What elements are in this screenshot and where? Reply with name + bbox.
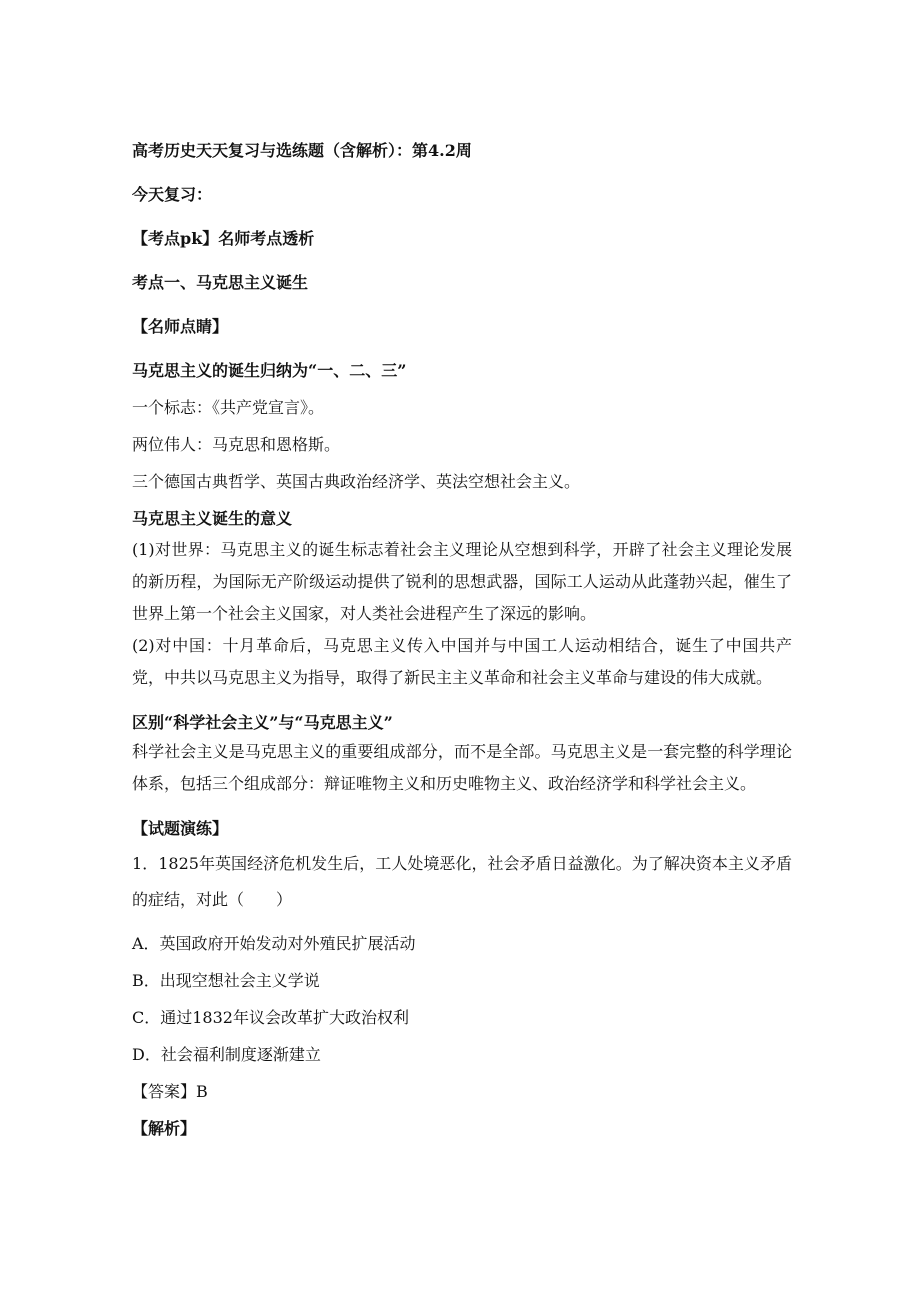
significance-heading: 马克思主义诞生的意义 [132, 509, 293, 528]
distinguish-heading: 区别“科学社会主义”与“马克思主义” [132, 713, 393, 732]
mingshi-dianjing-label: 【名师点睛】 [132, 317, 229, 336]
document-page [132, 140, 792, 1140]
kaodian-pk-header: 【考点pk】名师考点透析 [132, 229, 315, 248]
distinguish-paragraph: 科学社会主义是马克思主义的重要组成部分，而不是全部。马克思主义是一套完整的科学理论体系，包括三个组成部分：辩证唯物主义和历史唯物主义、政治经济学和科学社会主义。 [132, 742, 792, 793]
question-stem: 1．1825年英国经济危机发生后，工人处境恶化，社会矛盾日益激化。为了解决资本主义矛盾的症结，对此（ ） [132, 854, 792, 909]
option-d: D．社会福利制度逐渐建立 [132, 1045, 321, 1064]
significance-world-paragraph: (1)对世界：马克思主义的诞生标志着社会主义理论从空想到科学，开辟了社会主义理论发展的新历程，为国际无产阶级运动提供了锐利的思想武器，国际工人运动从此蓬勃兴起，催生了世界上第一个社会主义国家，对人类社会进程产生了深远的影响。 [132, 540, 792, 623]
kaodian-one-heading: 考点一、马克思主义诞生 [132, 273, 309, 292]
option-b: B．出现空想社会主义学说 [132, 971, 320, 990]
option-a: A．英国政府开始发动对外殖民扩展活动 [132, 934, 416, 953]
practice-header: 【试题演练】 [132, 819, 229, 838]
summary-item: 一个标志：《共产党宣言》。 [132, 398, 325, 417]
answer-line: 【答案】B [132, 1082, 208, 1101]
summary-item: 两位伟人：马克思和恩格斯。 [132, 435, 341, 454]
analysis-label: 【解析】 [132, 1119, 197, 1138]
today-review-label: 今天复习： [132, 185, 213, 204]
option-c: C．通过1832年议会改革扩大政治权利 [132, 1008, 409, 1027]
document-title: 高考历史天天复习与选练题（含解析）：第4.2周 [132, 141, 472, 160]
summary-heading: 马克思主义的诞生归纳为“一、二、三” [132, 361, 407, 380]
significance-china-paragraph: (2)对中国：十月革命后，马克思主义传入中国并与中国工人运动相结合，诞生了中国共产党，中共以马克思主义为指导，取得了新民主主义革命和社会主义革命与建设的伟大成就。 [132, 636, 792, 687]
summary-item: 三个德国古典哲学、英国古典政治经济学、英法空想社会主义。 [132, 472, 581, 491]
